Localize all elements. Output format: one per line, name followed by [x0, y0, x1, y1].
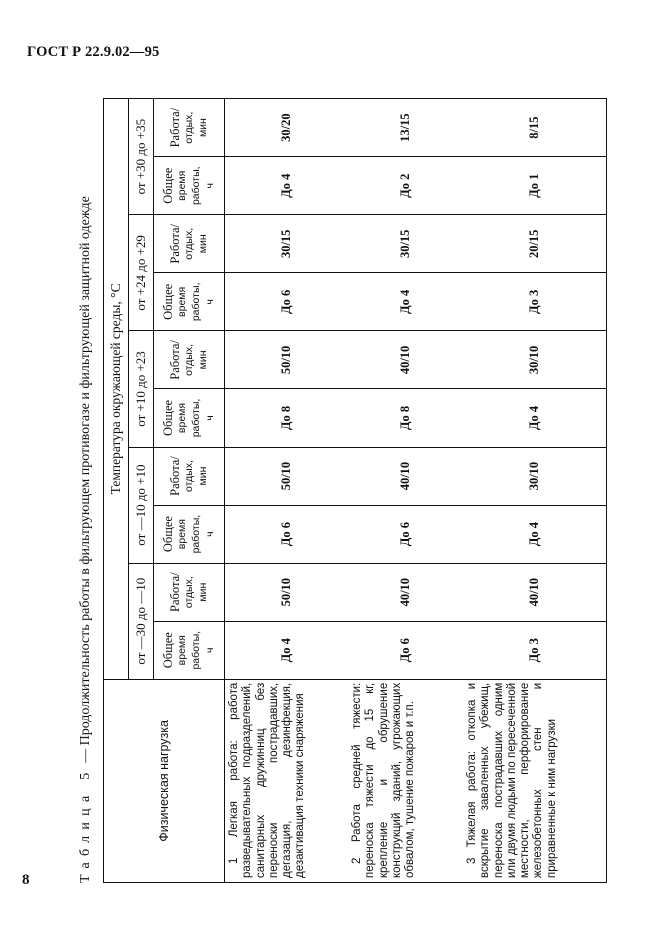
caption-label: Таблица 5: [78, 766, 93, 883]
total-time-header: Общее время работы, ч: [154, 505, 225, 563]
temperature-header: Температура окружающей среды, °С: [104, 99, 129, 680]
range-header: от —10 до +10: [129, 447, 154, 563]
page-number: 8: [22, 872, 30, 888]
total-time-header: Общее время работы, ч: [154, 621, 225, 679]
table-row: [225, 99, 349, 883]
table-row: [463, 99, 607, 883]
work-rest-cell: 50/10: [225, 331, 349, 389]
total-time-cell: До 6: [348, 621, 463, 679]
work-rest-cell: 50/10: [225, 447, 349, 505]
work-rest-header: Работа/ отдых, мин: [154, 563, 225, 621]
total-time-cell: До 8: [348, 389, 463, 447]
total-time-cell: До 4: [348, 273, 463, 331]
total-time-cell: До 4: [463, 505, 607, 563]
range-header: от +24 до +29: [129, 215, 154, 331]
table-container: [103, 98, 594, 883]
table-row: [348, 99, 463, 883]
total-time-cell: До 3: [463, 621, 607, 679]
total-time-header: Общее время работы, ч: [154, 157, 225, 215]
total-time-cell: До 3: [463, 273, 607, 331]
work-rest-cell: 40/10: [463, 563, 607, 621]
work-rest-cell: 30/10: [463, 447, 607, 505]
total-time-header: Общее время работы, ч: [154, 389, 225, 447]
total-time-cell: До 6: [348, 505, 463, 563]
total-time-cell: До 1: [463, 157, 607, 215]
total-time-cell: До 4: [225, 157, 349, 215]
caption-text: Продолжительность работы в фильтрующем противогазе и фильтрующей защитной одежде: [78, 196, 93, 746]
work-rest-cell: 30/20: [225, 99, 349, 157]
total-time-cell: До 6: [225, 273, 349, 331]
work-rest-cell: 30/15: [225, 215, 349, 273]
work-rest-header: Работа/ отдых, мин: [154, 331, 225, 389]
work-rest-cell: 8/15: [463, 99, 607, 157]
work-rest-header: Работа/ отдых, мин: [154, 215, 225, 273]
work-rest-cell: 13/15: [348, 99, 463, 157]
range-header: от —30 до —10: [129, 563, 154, 679]
load-description: 1 Легкая работа: работа разведывательных подразделений, санитарных дружинниц без переноски пострадавших, дегазация, дезинфекция, дезактивация техники снаряжения: [225, 679, 349, 882]
work-rest-cell: 30/10: [463, 331, 607, 389]
work-rest-cell: 20/15: [463, 215, 607, 273]
load-column-header: Физическая нагрузка: [104, 679, 225, 882]
load-description: 3 Тяжелая работа: откопка и вскрытие заваленных убежищ, переноска пострадавших одним или двумя людьми по пересеченной местности, перфорирование железобетонных стен и приравненные к ним нагрузки: [463, 679, 607, 882]
range-header: от +30 до +35: [129, 99, 154, 215]
work-rest-cell: 40/10: [348, 447, 463, 505]
work-rest-header: Работа/ отдых, мин: [154, 447, 225, 505]
total-time-cell: До 4: [463, 389, 607, 447]
table-caption: [77, 123, 95, 883]
total-time-cell: До 8: [225, 389, 349, 447]
document-header: ГОСТ Р 22.9.02—95: [27, 44, 160, 60]
total-time-cell: До 6: [225, 505, 349, 563]
total-time-header: Общее время работы, ч: [154, 273, 225, 331]
load-description: 2 Работа средней тяжести: переноска тяжести до 15 кг, крепление и обрушение конструкций зданий, угрожающих обвалом, тушение пожаров и т.п.: [348, 679, 463, 882]
work-duration-table: [103, 98, 607, 883]
work-rest-cell: 40/10: [348, 331, 463, 389]
work-rest-cell: 40/10: [348, 563, 463, 621]
total-time-cell: До 4: [225, 621, 349, 679]
work-rest-cell: 50/10: [225, 563, 349, 621]
work-rest-header: Работа/ отдых, мин: [154, 99, 225, 157]
total-time-cell: До 2: [348, 157, 463, 215]
caption-dash: —: [78, 745, 93, 767]
work-rest-cell: 30/15: [348, 215, 463, 273]
range-header: от +10 до +23: [129, 331, 154, 447]
